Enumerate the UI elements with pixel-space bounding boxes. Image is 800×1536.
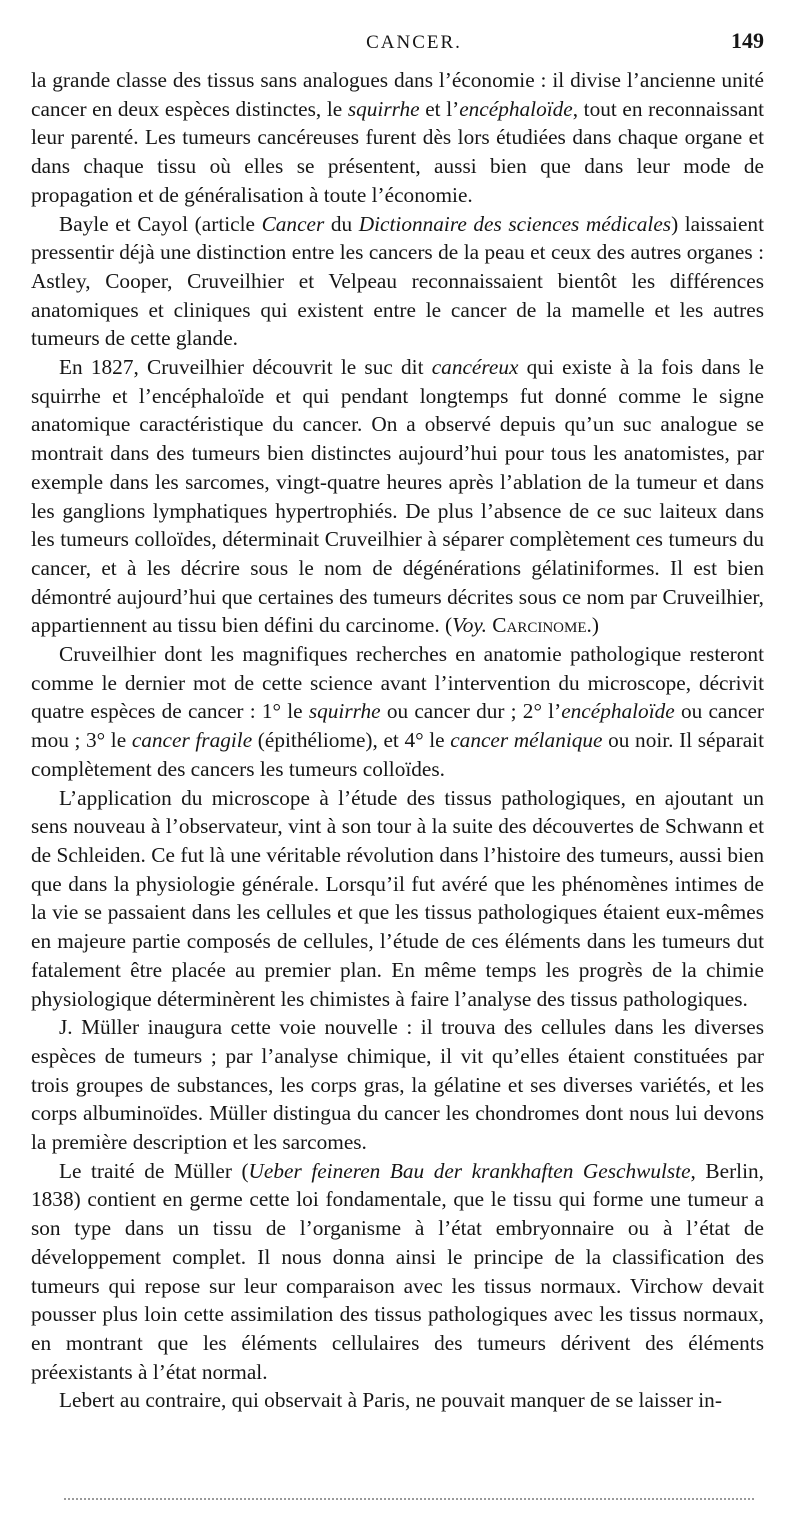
text-segment: L’application du microscope à l’étude des tissus pathologiques, en ajoutant un sens nouveau à l’observateur, vint à son tour à la suite des découvertes de Schwann et de Schleiden. Ce fut là une véritable révolution dans l’histoire des tumeurs, aussi bien que dans la physiologie générale. Lorsqu’il fut avéré que les phénomènes intimes de la vie se passaient dans les cellules et que les tissus pathologiques étaient eux-mêmes en majeure partie composés de cellules, l’étude de ces éléments dans les tumeurs dut fatalement être placée au premier plan. En même temps les progrès de la chimie physiologique déterminèrent les chimistes à faire l’analyse des tissus pathologiques.: [31, 785, 764, 1011]
page-number: 149: [731, 28, 764, 53]
text-segment: .): [586, 613, 599, 638]
text-segment: ) laissaient pressentir déjà une distinction entre les cancers de la peau et ceux des autres organes : Astley, Cooper, Cruveilhier et Velpeau reconnaissaient bientôt les différences anatomiques et cliniques qui existent entre le cancer de la mamelle et les autres tumeurs de cette glande.: [31, 211, 764, 351]
italic-text: Cancer: [261, 211, 325, 236]
paragraph: [31, 1386, 764, 1415]
text-segment: Lebert au contraire, qui observait à Paris, ne pouvait manquer de se laisser in-: [59, 1388, 722, 1413]
text-segment: Bayle et Cayol (article: [59, 211, 262, 236]
text-segment: ou cancer mou ; 3° le: [31, 699, 764, 753]
paragraph: [31, 1157, 764, 1387]
text-segment: qui existe à la fois dans le squirrhe et l’encéphaloïde et qui pendant longtemps fut donné comme le signe anatomique caractéristique du cancer. On a observé depuis qu’un suc analogue se montrait dans des tumeurs bien distinctes aujourd’hui pour tous les anatomistes, par exemple dans les sarcomes, vingt-quatre heures après l’ablation de la tumeur et dans les ganglions lymphatiques hypertrophiés. De plus l’absence de ce suc laiteux dans les tumeurs colloïdes, déterminait Cruveilhier à séparer complètement ces tumeurs du cancer, et à les décrire sous le nom de dégénérations gélatiniformes. Il est bien démontré aujourd’hui que certaines des tumeurs décrites sous ce nom par Cruveilhier, appartiennent au tissu bien défini du carcinome. (: [31, 355, 764, 638]
text-segment: (épithéliome), et 4° le: [252, 728, 451, 753]
italic-text: cancéreux: [431, 355, 519, 380]
running-title: CANCER.: [366, 32, 462, 53]
smallcaps-text: Carcinome: [492, 613, 587, 638]
italic-text: Voy.: [452, 613, 487, 638]
italic-text: squirrhe: [347, 96, 420, 121]
text-segment: du: [324, 211, 359, 236]
italic-text: encéphaloïde: [459, 96, 573, 121]
text-segment: J. Müller inaugura cette voie nouvelle : il trouva des cellules dans les diverses espèces de tumeurs ; par l’analyse chimique, il vit qu’elles étaient constituées par trois groupes de substances, les corps gras, la gélatine et ses diverses variétés, et les corps albuminoïdes. Müller distingua du cancer les chondromes dont nous lui devons la première description et les sarcomes.: [31, 1015, 764, 1155]
paragraph: [31, 66, 764, 210]
paragraph: [31, 1013, 764, 1157]
text-segment: , tout en reconnaissant leur parenté. Les tumeurs cancéreuses furent dès lors étudiées dans chaque organe et dans chaque tissu où elles se présentent, aussi bien que dans leur mode de propagation et de généralisation à toute l’économie.: [31, 96, 765, 207]
italic-text: squirrhe: [308, 699, 381, 724]
text-segment: Cruveilhier dont les magnifiques recherches en anatomie pathologique resteront comme le dernier mot de cette science avant l’intervention du microscope, décrivit quatre espèces de cancer : 1° le: [31, 642, 764, 724]
italic-text: cancer mélanique: [450, 728, 603, 753]
page-header: [60, 28, 768, 62]
text-segment: ou cancer dur ; 2° l’: [380, 699, 562, 724]
paragraph: [31, 353, 764, 640]
italic-text: encéphaloïde: [561, 699, 675, 724]
paragraph: [31, 784, 764, 1014]
text-segment: , Berlin, 1838) contient en germe cette loi fondamentale, que le tissu qui forme une tumeur a son type dans un tissu de l’organisme à l’état embryonnaire ou à l’état de développement complet. Il nous donna ainsi le principe de la classification des tumeurs qui repose sur leur comparaison avec les tissus normaux. Virchow devait pousser plus loin cette assimilation des tissus pathologiques avec les tissus normaux, en montrant que les éléments cellulaires des tumeurs dérivent des éléments préexistants à l’état normal.: [31, 1158, 764, 1384]
italic-text: Ueber feineren Bau der krankhaften Geschwulste: [248, 1158, 691, 1183]
text-segment: et l’: [419, 96, 460, 121]
footer-rule: [64, 1498, 754, 1500]
italic-text: Dictionnaire des sciences médicales: [358, 211, 672, 236]
text-segment: la grande classe des tissus sans analogues dans l’économie : il divise l’ancienne unité cancer en deux espèces distinctes, le: [31, 68, 764, 121]
italic-text: cancer fragile: [131, 728, 253, 753]
paragraph: [31, 640, 764, 784]
paragraph: [31, 210, 764, 354]
text-body: [31, 66, 764, 1415]
text-segment: ou noir. Il séparait complètement des cancers les tumeurs colloïdes.: [31, 728, 764, 781]
text-segment: En 1827, Cruveilhier découvrit le suc dit: [59, 355, 432, 380]
text-segment: Le traité de Müller (: [59, 1158, 249, 1183]
